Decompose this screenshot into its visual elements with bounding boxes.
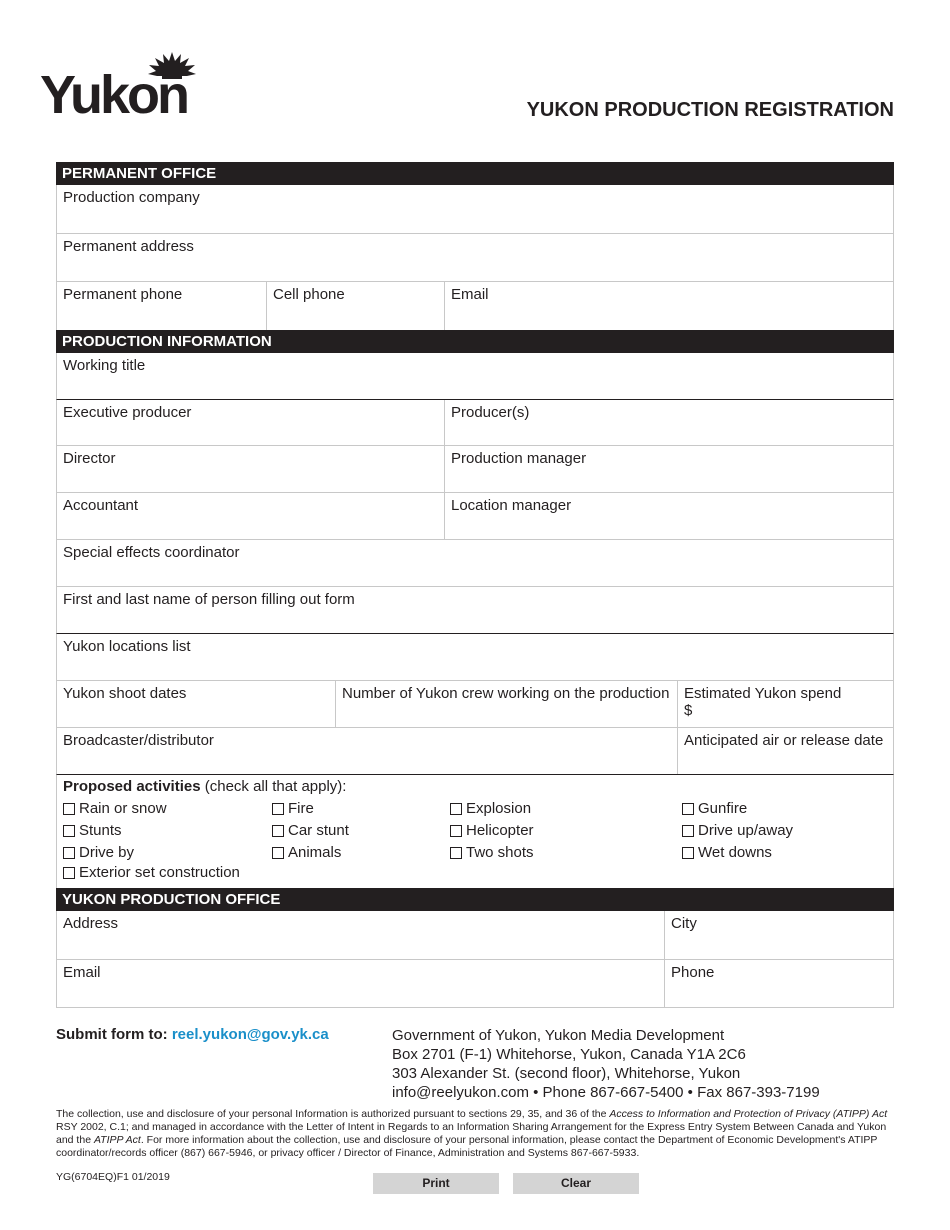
- privacy-text-2: RSY 2002, C.1; and managed in accordance with the Letter of Intent in Regards to an Information Sharing Arrangement for the Express Entry System Between Canada and Yukon and the: [56, 1121, 887, 1146]
- production-company-label: Production company: [63, 189, 200, 206]
- checkbox-icon[interactable]: [682, 847, 694, 859]
- row-broadcaster: [56, 728, 894, 775]
- checkbox-fire[interactable]: [272, 800, 314, 817]
- release-date-label: Anticipated air or release date: [684, 732, 884, 749]
- working-title-label: Working title: [63, 357, 146, 374]
- checkbox-label: Exterior set construction: [79, 864, 240, 881]
- checkbox-rain-or-snow[interactable]: [63, 800, 167, 817]
- gov-line-1: Government of Yukon, Yukon Media Development: [392, 1027, 725, 1044]
- location-manager-field[interactable]: [444, 493, 893, 539]
- row-locations-list: [56, 634, 894, 681]
- checkbox-icon[interactable]: [272, 803, 284, 815]
- checkbox-icon[interactable]: [272, 825, 284, 837]
- permanent-phone-field[interactable]: [57, 282, 266, 330]
- production-manager-field[interactable]: [444, 446, 893, 492]
- release-date-field[interactable]: [677, 728, 893, 774]
- cell-phone-field[interactable]: [266, 282, 444, 330]
- gov-line-3: 303 Alexander St. (second floor), Whitehorse, Yukon: [392, 1065, 741, 1082]
- proposed-activities: [56, 775, 894, 888]
- activities-title-bold: Proposed activities: [63, 778, 201, 795]
- checkbox-car-stunt[interactable]: [272, 822, 349, 839]
- crew-count-field[interactable]: [335, 681, 677, 727]
- checkbox-icon[interactable]: [450, 803, 462, 815]
- estimated-spend-label: Estimated Yukon spend: [684, 685, 842, 702]
- checkbox-label: Explosion: [466, 800, 532, 817]
- currency-symbol: $: [684, 702, 693, 719]
- executive-producer-label: Executive producer: [63, 404, 192, 421]
- director-label: Director: [63, 450, 116, 467]
- checkbox-label: Rain or snow: [79, 800, 167, 817]
- production-company-field[interactable]: [57, 185, 893, 233]
- person-name-label: First and last name of person filling out form: [63, 591, 355, 608]
- activities-title: [63, 778, 346, 795]
- privacy-notice: [56, 1108, 896, 1160]
- clear-button[interactable]: Clear: [513, 1173, 639, 1194]
- office-address-label: Address: [63, 915, 119, 932]
- checkbox-exterior-set[interactable]: [63, 864, 240, 881]
- broadcaster-field[interactable]: [57, 728, 677, 774]
- shoot-dates-field[interactable]: [57, 681, 335, 727]
- checkbox-icon[interactable]: [682, 803, 694, 815]
- office-city-label: City: [671, 915, 697, 932]
- office-email-label: Email: [63, 964, 101, 981]
- checkbox-label: Drive up/away: [698, 822, 794, 839]
- checkbox-label: Animals: [288, 844, 342, 861]
- cell-phone-label: Cell phone: [273, 286, 345, 303]
- row-working-title: [56, 353, 894, 400]
- accountant-field[interactable]: [57, 493, 444, 539]
- checkbox-label: Wet downs: [698, 844, 772, 861]
- office-city-field[interactable]: [664, 911, 893, 959]
- broadcaster-label: Broadcaster/distributor: [63, 732, 214, 749]
- producers-label: Producer(s): [451, 404, 530, 421]
- checkbox-label: Two shots: [466, 844, 534, 861]
- checkbox-helicopter[interactable]: [450, 822, 534, 839]
- office-phone-field[interactable]: [664, 960, 893, 1007]
- locations-list-field[interactable]: [57, 634, 893, 680]
- row-permanent-address: [56, 234, 894, 282]
- row-director: [56, 446, 894, 493]
- row-shoot-dates: [56, 681, 894, 728]
- row-phones: [56, 282, 894, 330]
- special-effects-label: Special effects coordinator: [63, 544, 240, 561]
- special-effects-field[interactable]: [57, 540, 893, 586]
- logo-wordmark: Yukon: [40, 65, 188, 125]
- submit-label: Submit form to:: [56, 1026, 172, 1043]
- permanent-email-field[interactable]: [444, 282, 893, 330]
- estimated-spend-field[interactable]: [677, 681, 893, 727]
- producers-field[interactable]: [444, 400, 893, 445]
- checkbox-icon[interactable]: [682, 825, 694, 837]
- registration-form: [56, 162, 894, 1008]
- privacy-text-3: . For more information about the collection, use and disclosure of your personal information, please contact the Department of Economic Development's ATIPP coordinator/records officer (867) 667-5946, or privacy officer / Director of Finance, Administration and Systems 867-667-5933.: [56, 1134, 878, 1159]
- checkbox-label: Fire: [288, 800, 314, 817]
- permanent-address-label: Permanent address: [63, 238, 194, 255]
- accountant-label: Accountant: [63, 497, 139, 514]
- checkbox-drive-up-away[interactable]: [682, 822, 793, 839]
- director-field[interactable]: [57, 446, 444, 492]
- gov-line-4: info@reelyukon.com • Phone 867-667-5400 • Fax 867-393-7199: [392, 1084, 820, 1101]
- atipp-act-name: ATIPP Act: [93, 1134, 141, 1146]
- yukon-logo: [40, 52, 215, 124]
- working-title-field[interactable]: [57, 353, 893, 399]
- checkbox-animals[interactable]: [272, 844, 341, 861]
- submit-instructions: [56, 1026, 329, 1043]
- production-manager-label: Production manager: [451, 450, 587, 467]
- office-phone-label: Phone: [671, 964, 715, 981]
- row-production-company: [56, 185, 894, 234]
- checkbox-icon[interactable]: [63, 825, 75, 837]
- checkbox-stunts[interactable]: [63, 822, 122, 839]
- submit-email-link[interactable]: reel.yukon@gov.yk.ca: [171, 1026, 329, 1043]
- activities-title-rest: (check all that apply):: [200, 778, 347, 795]
- checkbox-icon[interactable]: [63, 867, 75, 879]
- office-address-field[interactable]: [57, 911, 664, 959]
- person-name-field[interactable]: [57, 587, 893, 633]
- checkbox-explosion[interactable]: [450, 800, 531, 817]
- location-manager-label: Location manager: [451, 497, 572, 514]
- executive-producer-field[interactable]: [57, 400, 444, 445]
- government-address: [392, 1026, 820, 1102]
- checkbox-label: Car stunt: [288, 822, 349, 839]
- privacy-act-name: Access to Information and Protection of Privacy (ATIPP) Act: [609, 1108, 888, 1120]
- row-office-address: [56, 911, 894, 960]
- page-title: YUKON PRODUCTION REGISTRATION: [526, 99, 894, 121]
- row-person-name: [56, 587, 894, 634]
- print-button[interactable]: Print: [373, 1173, 499, 1194]
- section-heading-permanent-office: PERMANENT OFFICE: [56, 162, 894, 185]
- permanent-email-label: Email: [451, 286, 489, 303]
- checkbox-icon[interactable]: [450, 847, 462, 859]
- gov-line-2: Box 2701 (F-1) Whitehorse, Yukon, Canada Y1A 2C6: [392, 1046, 746, 1063]
- office-email-field[interactable]: [57, 960, 664, 1007]
- checkbox-gunfire[interactable]: [682, 800, 747, 817]
- checkbox-label: Gunfire: [698, 800, 748, 817]
- form-code: YG(6704EQ)F1 01/2019: [56, 1171, 170, 1183]
- checkbox-icon[interactable]: [450, 825, 462, 837]
- checkbox-drive-by[interactable]: [63, 844, 134, 861]
- shoot-dates-label: Yukon shoot dates: [63, 685, 187, 702]
- row-producers: [56, 400, 894, 446]
- checkbox-icon[interactable]: [63, 803, 75, 815]
- crew-count-label: Number of Yukon crew working on the production: [342, 685, 670, 702]
- section-heading-production-office: YUKON PRODUCTION OFFICE: [56, 888, 894, 911]
- checkbox-icon[interactable]: [63, 847, 75, 859]
- checkbox-label: Stunts: [79, 822, 122, 839]
- row-accountant: [56, 493, 894, 540]
- checkbox-wet-downs[interactable]: [682, 844, 772, 861]
- checkbox-label: Drive by: [79, 844, 135, 861]
- checkbox-label: Helicopter: [466, 822, 534, 839]
- privacy-text-1: The collection, use and disclosure of your personal Information is authorized pursuant to sections 29, 35, and 36 of the: [56, 1108, 610, 1120]
- locations-list-label: Yukon locations list: [63, 638, 191, 655]
- permanent-phone-label: Permanent phone: [63, 286, 183, 303]
- section-heading-production-information: PRODUCTION INFORMATION: [56, 330, 894, 353]
- checkbox-two-shots[interactable]: [450, 844, 534, 861]
- checkbox-icon[interactable]: [272, 847, 284, 859]
- row-special-effects: [56, 540, 894, 587]
- row-office-email: [56, 960, 894, 1008]
- permanent-address-field[interactable]: [57, 234, 893, 281]
